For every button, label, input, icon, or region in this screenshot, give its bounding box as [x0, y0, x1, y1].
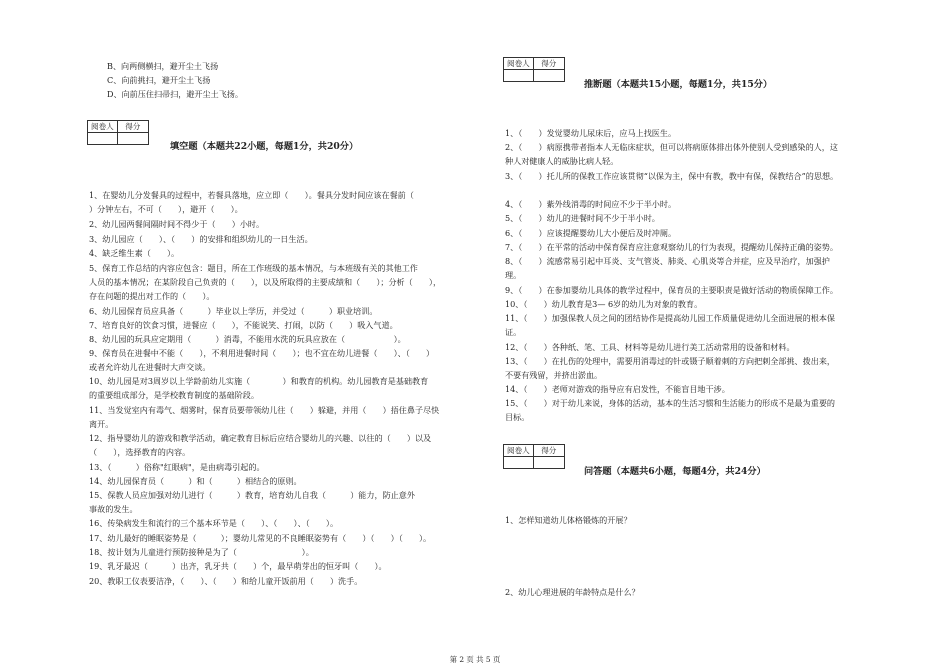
fill-line: 10、幼儿园是对3周岁以上学龄前幼儿实施（ ）和教育的机构。幼儿园教育是基础教育: [89, 376, 429, 386]
option-b: B、向两侧横扫，避开尘土飞扬: [107, 61, 219, 71]
reviewer-cell: [88, 133, 118, 145]
fill-line: 离开。: [89, 419, 114, 429]
judge-line: 4、（ ）紫外线消毒的时间应不少于半小时。: [505, 199, 677, 209]
score-label: 得分: [533, 445, 564, 457]
judge-line: 5、（ ）幼儿的进餐时间不少于半小时。: [505, 213, 660, 223]
judge-line: 15、（ ）对于幼儿来说，身体的活动，基本的生活习惯和生活能力的形成不是最为重要的: [505, 398, 836, 408]
fill-line: 6、幼儿园保育员应具备（ ）毕业以上学历，并受过（ ）职业培训。: [89, 306, 378, 316]
fill-line: 11、当发觉室内有毒气、烟雾时，保育员要带领幼儿往（ ）躲避，并用（ ）捂住鼻子尽快: [89, 405, 440, 415]
score-box-fill: [87, 120, 149, 145]
fill-line: 4、缺乏维生素（ ）。: [89, 248, 180, 258]
fill-line: 2、幼儿园两餐间隔时间不得少于（ ）小时。: [89, 219, 265, 229]
qa-question: 1、怎样知道幼儿体格锻炼的开展？: [505, 515, 632, 525]
fill-line: 或者允许幼儿在进餐时大声交谈。: [89, 362, 211, 372]
score-cell: [117, 133, 148, 145]
score-cell: [533, 70, 564, 82]
fill-section-title: 填空题（本题共22小题，每题1分，共20分）: [170, 141, 359, 152]
judge-line: 不要有残留，并挤出淤血。: [505, 370, 603, 380]
reviewer-cell: [504, 70, 534, 82]
qa-section-title: 问答题（本题共6小题，每题4分，共24分）: [584, 466, 766, 477]
fill-line: 5、保育工作总结的内容应包含：题目，所在工作班级的基本情况，与本班级有关的其他工作: [89, 263, 418, 273]
fill-line: 9、保育员在进餐中不能（ ），不利用进餐时间（ ）；也不宜在幼儿进餐（ ）、（ ）: [89, 348, 435, 358]
judge-line: 证。: [505, 327, 522, 337]
score-box-qa: [503, 444, 565, 469]
judge-line: 10、（ ）幼儿教育是3— 6岁的幼儿为对象的教育。: [505, 299, 703, 309]
judge-section-title: 推断题（本题共15小题，每题1分，共15分）: [584, 79, 773, 90]
fill-line: 17、幼儿最好的睡眠姿势是（ ）；婴幼儿常见的不良睡眠姿势有（ ）（ ）（ ）。: [89, 533, 432, 543]
score-label: 得分: [533, 58, 564, 70]
fill-line: ）分钟左右，不可（ ），避开（ ）。: [89, 204, 243, 214]
judge-line: 3、（ ）托儿所的保教工作应该贯彻“以保为主，保中有教，教中有保，保教结合”的思想。: [505, 171, 839, 181]
fill-line: 18、按计划为儿童进行预防接种是为了（ ）。: [89, 547, 314, 557]
fill-line: 的重要组成部分，是学校教育制度的基础阶段。: [89, 390, 259, 400]
option-d: D、向前压住扫帚扫，避开尘土飞扬。: [107, 89, 243, 99]
judge-line: 种人对健康人的威胁比病人轻。: [505, 156, 619, 166]
score-label: 得分: [117, 121, 148, 133]
reviewer-label: 阅卷人: [504, 445, 534, 457]
reviewer-cell: [504, 457, 534, 469]
fill-line: 存在问题的提出对工作的（ ）。: [89, 291, 215, 301]
fill-line: 14、幼儿园保育员（ ）和（ ）相结合的原则。: [89, 476, 302, 486]
fill-line: 20、教职工仪表要洁净，（ ）、（ ）和给儿童开饭前用（ ）洗手。: [89, 576, 363, 586]
option-c: C、向前挑扫，避开尘土飞扬: [107, 75, 211, 85]
fill-line: （ ），选择教育的内容。: [89, 447, 191, 457]
fill-line: 人员的基本情况；在某阶段自己负责的（ ），以及所取得的主要成绩和（ ）；分析（ ），: [89, 277, 442, 287]
fill-line: 19、乳牙最迟（ ）出齐，乳牙共（ ）个，最早萌芽出的恒牙叫（ ）。: [89, 561, 387, 571]
fill-line: 8、幼儿园的玩具应定期用（ ）消毒，不能用水洗的玩具应放在（ ）。: [89, 334, 406, 344]
reviewer-label: 阅卷人: [88, 121, 118, 133]
fill-line: 7、培育良好的饮食习惯，进餐应（ ），不能说笑、打闹，以防（ ）吸入气道。: [89, 320, 398, 330]
score-box-judge: [503, 57, 565, 82]
judge-line: 8、（ ）流感常易引起中耳炎、支气管炎、肺炎、心肌炎等合并症，应及早治疗，加强护: [505, 256, 830, 266]
judge-line: 14、（ ）老师对游戏的指导应有启发性，不能盲目地干涉。: [505, 384, 730, 394]
judge-line: 9、（ ）在参加婴幼儿具体的教学过程中，保育员的主要职责是做好活动的物质保障工作。: [505, 285, 838, 295]
judge-line: 6、（ ）应该提醒婴幼儿大小便后及时冲厕。: [505, 228, 677, 238]
fill-line: 事故的发生。: [89, 504, 138, 514]
fill-line: 13、（ ）俗称"红眼病"，是由病毒引起的。: [89, 462, 265, 472]
judge-line: 13、（ ）在扎伤的处理中，需要用消毒过的针或镊子顺着刺的方向把刺全部挑、拨出来，: [505, 356, 836, 366]
fill-line: 15、保教人员应加强对幼儿进行（ ）教育，培育幼儿自我（ ）能力，防止意外: [89, 490, 415, 500]
judge-line: 12、（ ）各种纸、笔、工具、材料等是幼儿进行美工活动常用的设备和材料。: [505, 342, 795, 352]
judge-line: 2、（ ）病原携带者指本人无临床症状，但可以将病原体排出体外使别人受到感染的人，这: [505, 142, 838, 152]
page-footer: 第 2 页 共 5 页: [449, 655, 501, 664]
fill-line: 1、在婴幼儿分发餐具的过程中，若餐具落地，应立即（ ）。餐具分发时间应该在餐前（: [89, 190, 414, 200]
judge-line: 目标。: [505, 412, 530, 422]
fill-line: 3、幼儿园应（ ）、（ ）的安排和组织幼儿的一日生活。: [89, 234, 313, 244]
fill-line: 16、传染病发生和流行的三个基本环节是（ ）、（ ）、（ ）。: [89, 518, 339, 528]
judge-line: 7、（ ）在平常的活动中保育保育应注意观察幼儿的行为表现，提醒幼儿保持正确的姿势。: [505, 242, 838, 252]
fill-line: 12、指导婴幼儿的游戏和教学活动，确定教育目标后应结合婴幼儿的兴趣、以往的（ ）以及: [89, 433, 432, 443]
judge-line: 1、（ ）发觉婴幼儿尿床后，应马上找医生。: [505, 128, 677, 138]
qa-question: 2、幼儿心理进展的年龄特点是什么？: [505, 587, 640, 597]
score-cell: [533, 457, 564, 469]
judge-line: 11、（ ）加强保教人员之间的团结协作是提高幼儿园工作质量促进幼儿全面进展的根本保: [505, 313, 836, 323]
judge-line: 理。: [505, 270, 522, 280]
reviewer-label: 阅卷人: [504, 58, 534, 70]
